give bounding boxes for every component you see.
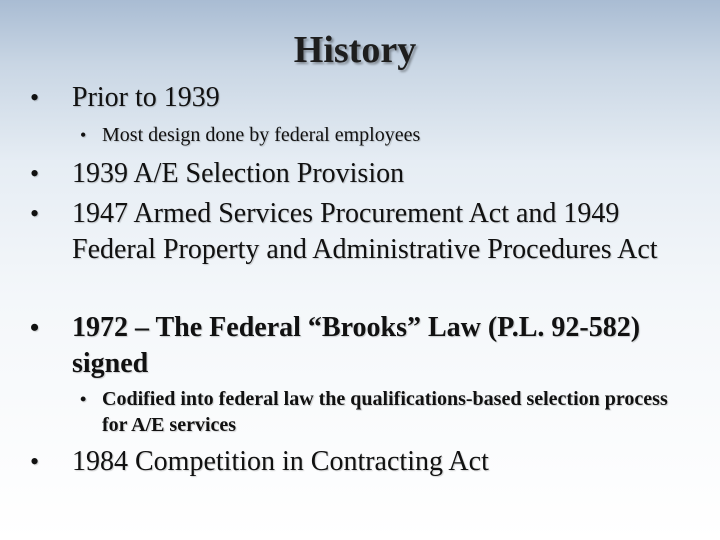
bullet-item [30, 80, 690, 116]
slide-title: History [293, 29, 417, 71]
bullet-item [30, 310, 690, 382]
bullet-item [30, 156, 690, 192]
bullet-icon: • [30, 447, 40, 476]
bullet-icon: • [80, 125, 87, 145]
bullet-text: 1939 A/E Selection Provision [72, 158, 405, 189]
bullet-icon: • [30, 313, 40, 342]
bullet-item [30, 196, 690, 268]
bullet-text: Most design done by federal employees [102, 124, 421, 146]
bullet-item [30, 444, 690, 480]
sub-bullet-item [80, 122, 680, 148]
bullet-icon: • [30, 159, 40, 188]
bullet-icon: • [30, 199, 40, 228]
bullet-icon: • [30, 83, 40, 112]
bullet-text: 1972 – The Federal “Brooks” Law (P.L. 92-582) signed [72, 312, 641, 379]
bullet-text: Codified into federal law the qualifications-based selection process for A/E services [102, 388, 668, 436]
sub-bullet-item [80, 386, 680, 438]
bullet-text: 1947 Armed Services Procurement Act and 1949 Federal Property and Administrative Procedures Act [72, 198, 658, 265]
bullet-text: 1984 Competition in Contracting Act [72, 446, 489, 477]
bullet-text: Prior to 1939 [72, 82, 220, 113]
bullet-icon: • [80, 389, 87, 409]
